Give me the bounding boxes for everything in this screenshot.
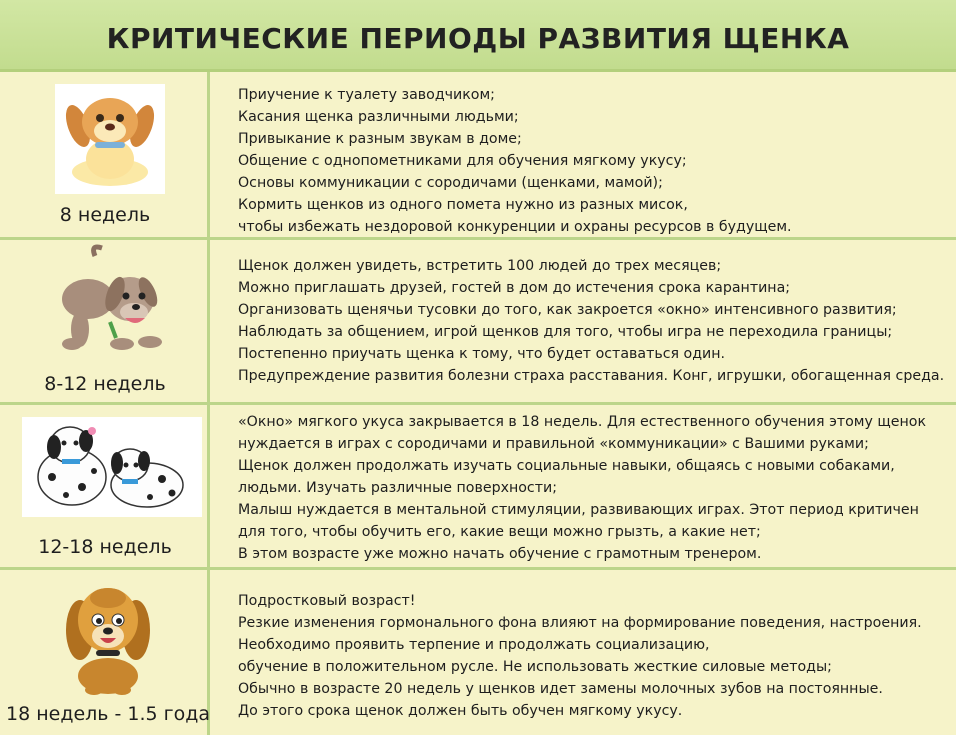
age-cell-2 [0,240,210,402]
period-row-2 [0,240,956,405]
age-label-4: 18 недель - 1.5 года [6,703,211,725]
text-line: Резкие изменения гормонального фона влияют на формирование поведения, настроения. [238,615,922,631]
brown-puppy-icon [50,244,170,362]
text-line: Приучение к туалету заводчиком; [238,87,495,103]
text-line: Необходимо проявить терпение и продолжать социализацию, [238,637,710,653]
period-row-1 [0,72,956,240]
text-line: Можно приглашать друзей, гостей в дом до истечения срока карантина; [238,280,791,296]
text-line: До этого срока щенок должен быть обучен мягкому укусу. [238,703,683,719]
text-line: Организовать щенячьи тусовки до того, как закроется «окно» интенсивного развития; [238,302,897,318]
text-line: людьми. Изучать различные поверхности; [238,480,557,496]
text-line: Общение с однопометниками для обучения мягкому укусу; [238,153,687,169]
text-line: нуждается в играх с сородичами и правильной «коммуникации» с Вашими руками; [238,436,869,452]
age-label-2: 8-12 недель [44,373,166,395]
age-cell-3 [0,405,210,567]
text-line: Привыкание к разным звукам в доме; [238,131,522,147]
period-text-4 [238,590,946,722]
text-line: Щенок должен увидеть, встретить 100 людей до трех месяцев; [238,258,722,274]
period-text-2 [238,255,946,387]
text-line: «Окно» мягкого укуса закрывается в 18 недель. Для естественного обучения этому щенок [238,414,927,430]
text-line: Основы коммуникации с сородичами (щенками, мамой); [238,175,663,191]
text-line: Предупреждение развития болезни страха расставания. Конг, игрушки, обогащенная среда. [238,368,945,384]
text-line: для того, чтобы обучить его, какие вещи можно грызть, а какие нет; [238,524,761,540]
plush-puppy-icon [55,84,165,194]
text-line: чтобы избежать нездоровой конкуренции и охраны ресурсов в будущем. [238,219,792,235]
text-line: Обычно в возрасте 20 недель у щенков идет замены молочных зубов на постоянные. [238,681,883,697]
text-line: Щенок должен продолжать изучать социальные навыки, общаясь с новыми собаками, [238,458,895,474]
period-text-1 [238,84,946,238]
shaggy-puppy-icon [58,578,158,698]
text-line: Касания щенка различными людьми; [238,109,519,125]
period-text-3 [238,411,946,565]
dalmatian-puppies-icon [22,417,202,517]
age-cell-4 [0,570,210,735]
period-row-3 [0,405,956,570]
period-row-4 [0,570,956,735]
text-line: Наблюдать за общением, игрой щенков для того, чтобы игра не переходила границы; [238,324,893,340]
text-line: Постепенно приучать щенка к тому, что будет оставаться один. [238,346,726,362]
text-line: обучение в положительном русле. Не использовать жесткие силовые методы; [238,659,832,675]
page-title: КРИТИЧЕСКИЕ ПЕРИОДЫ РАЗВИТИЯ ЩЕНКА [106,22,850,55]
text-line: Малыш нуждается в ментальной стимуляции, развивающих играх. Этот период критичен [238,502,919,518]
age-label-3: 12-18 недель [38,536,172,558]
text-line: Подростковый возраст! [238,593,416,609]
age-cell-1 [0,72,210,237]
text-line: В этом возрасте уже можно начать обучение с грамотным тренером. [238,546,762,562]
text-line: Кормить щенков из одного помета нужно из разных мисок, [238,197,688,213]
age-label-1: 8 недель [59,204,151,226]
header-banner [0,0,956,72]
